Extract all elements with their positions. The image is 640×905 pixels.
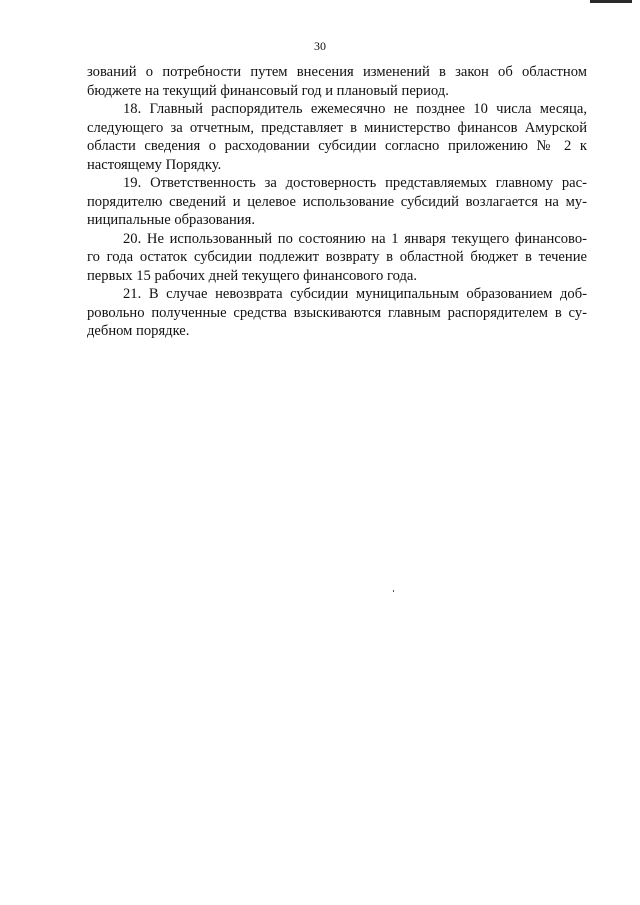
paragraph-line: следующего за отчетным, представляет в министерство финансов Амурской [87, 119, 587, 136]
paragraph-line: зований о потребности путем внесения изменений в закон об областном [87, 64, 587, 80]
scan-speck [393, 590, 394, 592]
page-number: 30 [314, 39, 326, 53]
scan-corner-mark [590, 0, 632, 3]
paragraph-line: области сведения о расходовании субсидии согласно приложению № 2 к [87, 138, 587, 154]
paragraph-20-first-line: 20. Не использованный по состоянию на 1 января текущего финансово- [123, 230, 587, 247]
paragraph-line: ниципальные образования. [87, 212, 255, 228]
paragraph-line: первых 15 рабочих дней текущего финансового года. [87, 267, 418, 284]
paragraph-21-first-line: 21. В случае невозврата субсидии муниципальным образованием доб- [123, 286, 587, 302]
paragraph-line: дебном порядке. [87, 323, 190, 339]
paragraph-line: ровольно полученные средства взыскиваются главным распорядителем в су- [87, 304, 587, 321]
document-body [87, 63, 587, 341]
paragraph-19-first-line: 19. Ответственность за достоверность представляемых главному рас- [123, 175, 587, 191]
paragraph-line: настоящему Порядку. [87, 156, 222, 173]
paragraph-line: го года остаток субсидии подлежит возврату в областной бюджет в течение [87, 249, 587, 265]
paragraph-line: порядителю сведений и целевое использование субсидий возлагается на му- [87, 193, 587, 210]
paragraph-line: бюджете на текущий финансовый год и плановый период. [87, 82, 449, 99]
paragraph-18-first-line: 18. Главный распорядитель ежемесячно не позднее 10 числа месяца, [123, 101, 587, 117]
